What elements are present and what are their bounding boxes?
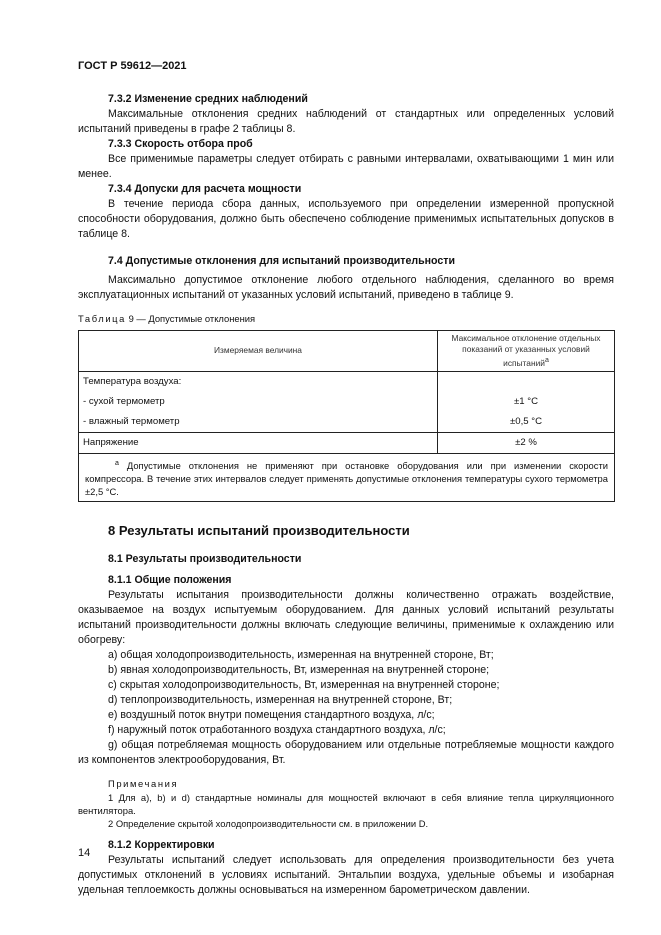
header-footnote-mark: a bbox=[544, 357, 549, 364]
heading-7-3-2: 7.3.2 Изменение средних наблюдений bbox=[108, 93, 308, 105]
table-caption-word: Таблица bbox=[78, 313, 126, 324]
paragraph-8-1-2: Результаты испытаний следует использовать для определения производительности без учета допустимых отклонений в условиях испытаний. Энтальпии воздуха, удельные объемы и изобарная удельная теплоемкость должны основываться на измеренном барометрическом давлении. bbox=[78, 853, 614, 896]
heading-7-3-4: 7.3.4 Допуски для расчета мощности bbox=[108, 183, 302, 195]
paragraph-7-4: Максимально допустимое отклонение любого отдельного наблюдения, сделанного во время эксплуатационных испытаний от указанных условий испытаний, приведено в таблице 9. bbox=[78, 274, 614, 301]
table-caption-title: 9 — Допустимые отклонения bbox=[128, 313, 256, 324]
heading-7-3-3: 7.3.3 Скорость отбора проб bbox=[108, 138, 253, 150]
deviations-table bbox=[78, 330, 615, 502]
note-1: 1 Для a), b) и d) стандартные номиналы для мощностей включают в себя влияние тепла циркуляционного вентилятора. bbox=[78, 791, 614, 816]
heading-8-1: 8.1 Результаты производительности bbox=[108, 552, 302, 565]
row-wet-bulb-name: - влажный термометр bbox=[83, 415, 180, 427]
row-voltage-value: ±2 % bbox=[438, 432, 615, 453]
page-number: 14 bbox=[78, 847, 91, 859]
list-item-d: d) теплопроизводительность, измеренная на внутренней стороне, Вт; bbox=[108, 693, 453, 706]
row-voltage-name: Напряжение bbox=[79, 432, 438, 453]
note-2: 2 Определение скрытой холодопроизводительности см. в приложении D. bbox=[108, 817, 429, 829]
row-dry-bulb-name: - сухой термометр bbox=[83, 395, 165, 407]
table-row-voltage bbox=[79, 432, 615, 453]
paragraph-7-3-4: В течение периода сбора данных, используемого при определении измеренной пропускной способности оборудования, должно быть обеспечено соблюдение применимых испытательных допусков в таблице 8. bbox=[78, 198, 614, 240]
header-max-deviation-text: Максимальное отклонение отдельных показаний от указанных условий испытаний bbox=[451, 333, 601, 368]
table-header-row bbox=[79, 331, 615, 372]
list-item-a: a) общая холодопроизводительность, измеренная на внутренней стороне, Вт; bbox=[108, 648, 494, 661]
row-wet-bulb-value: ±0,5 °C bbox=[509, 415, 543, 427]
table-body bbox=[79, 371, 615, 432]
table-values-cell bbox=[438, 371, 615, 432]
footnote-mark: a bbox=[115, 459, 119, 467]
table-names-cell bbox=[79, 371, 438, 432]
list-item-e: e) воздушный поток внутри помещения стандартного воздуха, л/с; bbox=[108, 708, 435, 721]
list-item-g: g) общая потребляемая мощность оборудованием или отдельные потребляемые мощности каждого из компонентов электрооборудования, Вт. bbox=[78, 738, 614, 766]
table-caption bbox=[78, 311, 614, 326]
heading-7-4: 7.4 Допустимые отклонения для испытаний производительности bbox=[108, 255, 455, 267]
header-measured-quantity: Измеряемая величина bbox=[79, 331, 438, 372]
row-air-temperature-value bbox=[438, 372, 614, 392]
row-air-temperature-name: Температура воздуха: bbox=[83, 375, 182, 387]
table-footnote bbox=[79, 453, 615, 501]
heading-8-1-2: 8.1.2 Корректировки bbox=[108, 838, 215, 851]
row-dry-bulb-value: ±1 °C bbox=[513, 395, 539, 407]
list-item-b: b) явная холодопроизводительность, Вт, измеренная на внутренней стороне; bbox=[108, 663, 490, 676]
table-footnote-row bbox=[79, 453, 615, 501]
list-item-c: c) скрытая холодопроизводительность, Вт, измеренная на внутренней стороне; bbox=[108, 678, 500, 691]
heading-8-1-1: 8.1.1 Общие положения bbox=[108, 573, 232, 586]
page-content bbox=[78, 92, 614, 898]
list-item-f: f) наружный поток отработанного воздуха стандартного воздуха, л/с; bbox=[108, 723, 446, 736]
paragraph-8-1-1: Результаты испытания производительности должны количественно отражать воздействие, оказываемое на воздух испытуемым оборудованием. Для данных условий испытаний результаты испытаний производительности должны включать следующие величины, применимые к охлаждению или обогреву: bbox=[78, 588, 614, 646]
footnote-text: Допустимые отклонения не применяют при остановке оборудования или при изменении скорости компрессора. В течение этих интервалов следует применять допустимые отклонения температуры сухого термометра ±2,5 °C. bbox=[85, 459, 608, 497]
paragraph-7-3-2: Максимальные отклонения средних наблюдений от стандартных или определенных условий испытаний приведены в графе 2 таблицы 8. bbox=[78, 108, 614, 135]
paragraph-7-3-3: Все применимые параметры следует отбирать с равными интервалами, охватывающими 1 мин или менее. bbox=[78, 153, 614, 180]
notes-heading: Примечания bbox=[108, 777, 179, 789]
heading-section-8: 8 Результаты испытаний производительности bbox=[108, 522, 410, 538]
standard-designation: ГОСТ Р 59612—2021 bbox=[78, 60, 187, 72]
header-max-deviation bbox=[438, 331, 615, 372]
